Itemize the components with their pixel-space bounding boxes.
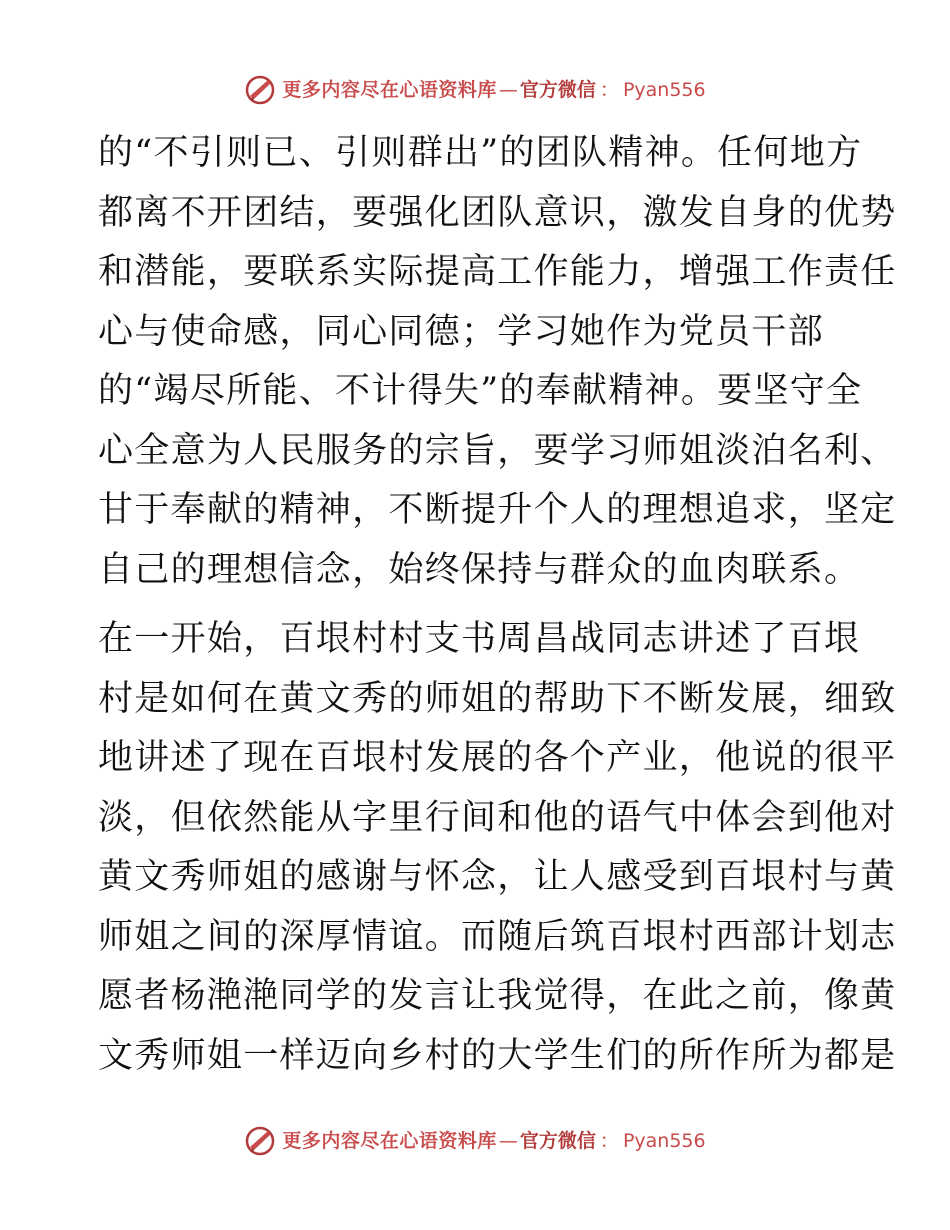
watermark-wechat-id: Pyan556 xyxy=(622,1129,706,1152)
text-line: 师姐之间的深厚情谊。而随后筑百垠村西部计划志 xyxy=(98,916,897,957)
header-watermark xyxy=(0,74,950,106)
text-line: 愿者杨滟滟同学的发言让我觉得，在此之前，像黄 xyxy=(98,976,897,1016)
watermark-separator: ： xyxy=(599,1129,619,1152)
watermark-official-label: 官方微信 xyxy=(519,78,596,101)
watermark-main-text: 更多内容尽在心语资料库 xyxy=(282,78,497,101)
text-line: 心全意为人民服务的宗旨，要学习师姐淡泊名利、 xyxy=(98,430,897,471)
text-line: 心与使命感，同心同德；学习她作为党员干部 xyxy=(98,311,825,352)
text-line: 自己的理想信念，始终保持与群众的血肉联系。 xyxy=(98,549,861,590)
watermark-dash: — xyxy=(498,78,518,101)
text-line: 文秀师姐一样迈向乡村的大学生们的所作所为都是 xyxy=(98,1035,897,1076)
text-line: 村是如何在黄文秀的师姐的帮助下不断发展，细致 xyxy=(98,678,897,719)
text-line: 黄文秀师姐的感谢与怀念，让人感受到百垠村与黄 xyxy=(98,857,897,897)
logo-icon xyxy=(244,1125,276,1157)
text-line: 甘于奉献的精神，不断提升个人的理想追求，坚定 xyxy=(98,490,897,530)
watermark-dash: — xyxy=(498,1129,518,1152)
logo-icon xyxy=(244,74,276,106)
watermark-official-label: 官方微信 xyxy=(519,1129,596,1152)
text-line: 的“不引则已、引则群出”的团队精神。任何地方 xyxy=(98,133,863,173)
document-body xyxy=(98,124,897,1086)
paragraph-gap xyxy=(98,600,858,610)
footer-watermark xyxy=(0,1125,950,1157)
paragraph-1 xyxy=(98,124,897,600)
watermark-wechat-id: Pyan556 xyxy=(622,78,706,101)
text-line: 在一开始，百垠村村支书周昌战同志讲述了百垠 xyxy=(98,619,861,659)
text-line: 淡，但依然能从字里行间和他的语气中体会到他对 xyxy=(98,797,897,838)
watermark-separator: ： xyxy=(599,78,619,101)
text-line: 都离不开团结，要强化团队意识，激发自身的优势 xyxy=(98,192,897,233)
text-line: 地讲述了现在百垠村发展的各个产业，他说的很平 xyxy=(98,738,897,778)
watermark-main-text: 更多内容尽在心语资料库 xyxy=(282,1129,497,1152)
text-line: 的“竭尽所能、不计得失”的奉献精神。要坚守全 xyxy=(98,371,863,411)
text-line: 和潜能，要联系实际提高工作能力，增强工作责任 xyxy=(98,252,897,292)
paragraph-2 xyxy=(98,610,897,1086)
